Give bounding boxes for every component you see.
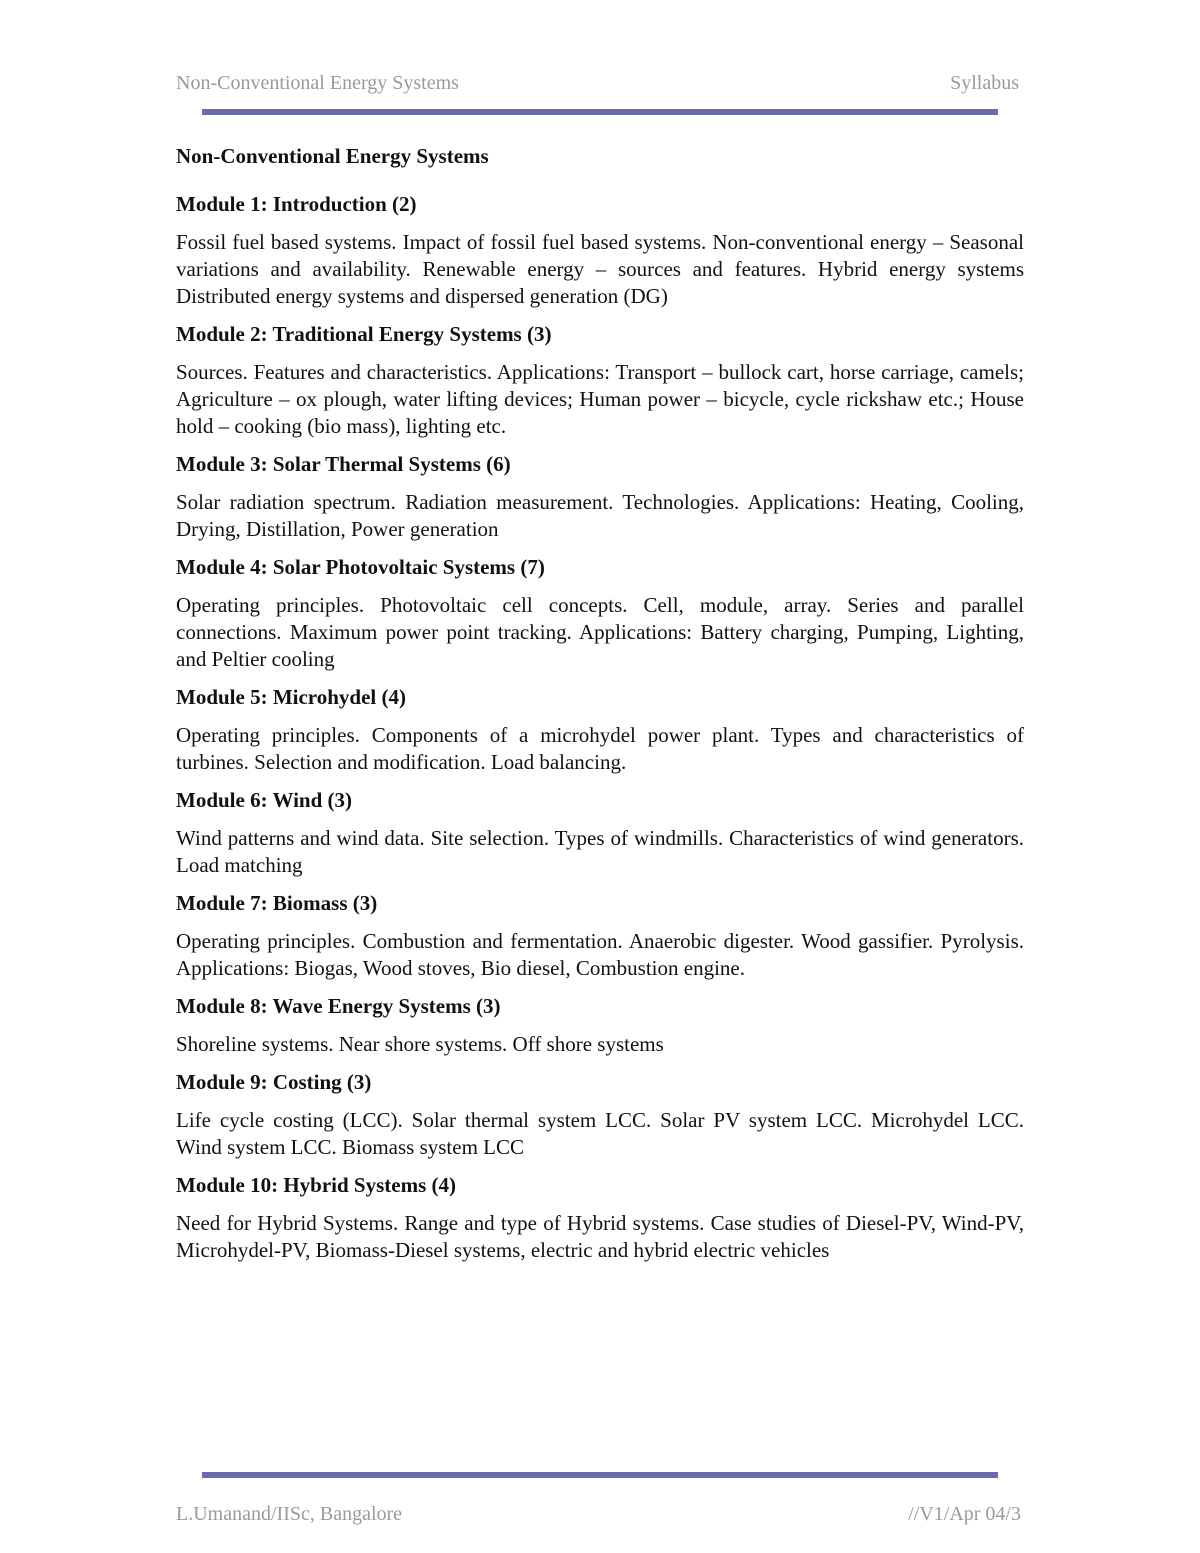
module-heading: Module 9: Costing (3): [176, 1070, 372, 1094]
footer-author: L.Umanand/IISc, Bangalore: [176, 1503, 403, 1525]
module-heading: Module 4: Solar Photovoltaic Systems (7): [176, 555, 545, 579]
module-9: [176, 1069, 1024, 1161]
module-body: Operating principles. Components of a microhydel power plant. Types and characteristics of turbines. Selection and modification. Load balancing.: [176, 723, 1024, 774]
module-body: Sources. Features and characteristics. Applications: Transport – bullock cart, horse carriage, camels; Agriculture – ox plough, water lifting devices; Human power – bicycle, cycle rickshaw etc.; House hold – cooking (bio mass), lighting etc.: [176, 360, 1024, 438]
module-heading: Module 3: Solar Thermal Systems (6): [176, 452, 511, 476]
module-body: Operating principles. Combustion and fermentation. Anaerobic digester. Wood gassifier. Pyrolysis. Applications: Biogas, Wood stoves, Bio diesel, Combustion engine.: [176, 929, 1024, 980]
module-body: Fossil fuel based systems. Impact of fossil fuel based systems. Non-conventional energy – Seasonal variations and availability. Renewable energy – sources and features. Hybrid energy systems Distributed energy systems and dispersed generation (DG): [176, 230, 1024, 308]
module-1: [176, 191, 1024, 310]
footer-rule: [202, 1472, 998, 1478]
header-rule: [202, 109, 998, 115]
module-heading: Module 2: Traditional Energy Systems (3): [176, 322, 552, 346]
header-title: Non-Conventional Energy Systems: [176, 72, 459, 94]
module-heading: Module 5: Microhydel (4): [176, 685, 406, 709]
module-body: Solar radiation spectrum. Radiation measurement. Technologies. Applications: Heating, Cooling, Drying, Distillation, Power generation: [176, 490, 1024, 541]
document-title: Non-Conventional Energy Systems: [176, 144, 489, 168]
module-heading: Module 7: Biomass (3): [176, 891, 378, 915]
module-heading: Module 8: Wave Energy Systems (3): [176, 994, 501, 1018]
module-heading: Module 1: Introduction (2): [176, 192, 417, 216]
module-3: [176, 451, 1024, 543]
page-content: [176, 143, 1024, 1275]
module-10: [176, 1172, 1024, 1264]
module-5: [176, 684, 1024, 776]
module-body: Wind patterns and wind data. Site selection. Types of windmills. Characteristics of wind generators. Load matching: [176, 826, 1024, 877]
module-body: Life cycle costing (LCC). Solar thermal system LCC. Solar PV system LCC. Microhydel LCC. Wind system LCC. Biomass system LCC: [176, 1108, 1024, 1159]
module-7: [176, 890, 1024, 982]
module-2: [176, 321, 1024, 440]
module-4: [176, 554, 1024, 673]
module-body: Operating principles. Photovoltaic cell concepts. Cell, module, array. Series and parallel connections. Maximum power point tracking. Applications: Battery charging, Pumping, Lighting, and Peltier cooling: [176, 593, 1024, 671]
module-body: Need for Hybrid Systems. Range and type of Hybrid systems. Case studies of Diesel-PV, Wind-PV, Microhydel-PV, Biomass-Diesel systems, electric and hybrid electric vehicles: [176, 1211, 1024, 1262]
module-6: [176, 787, 1024, 879]
module-heading: Module 6: Wind (3): [176, 788, 352, 812]
module-heading: Module 10: Hybrid Systems (4): [176, 1173, 456, 1197]
module-body: Shoreline systems. Near shore systems. Off shore systems: [176, 1032, 664, 1056]
header-section: Syllabus: [950, 72, 1019, 94]
footer-version: //V1/Apr 04/3: [908, 1503, 1021, 1525]
module-8: [176, 993, 1024, 1058]
